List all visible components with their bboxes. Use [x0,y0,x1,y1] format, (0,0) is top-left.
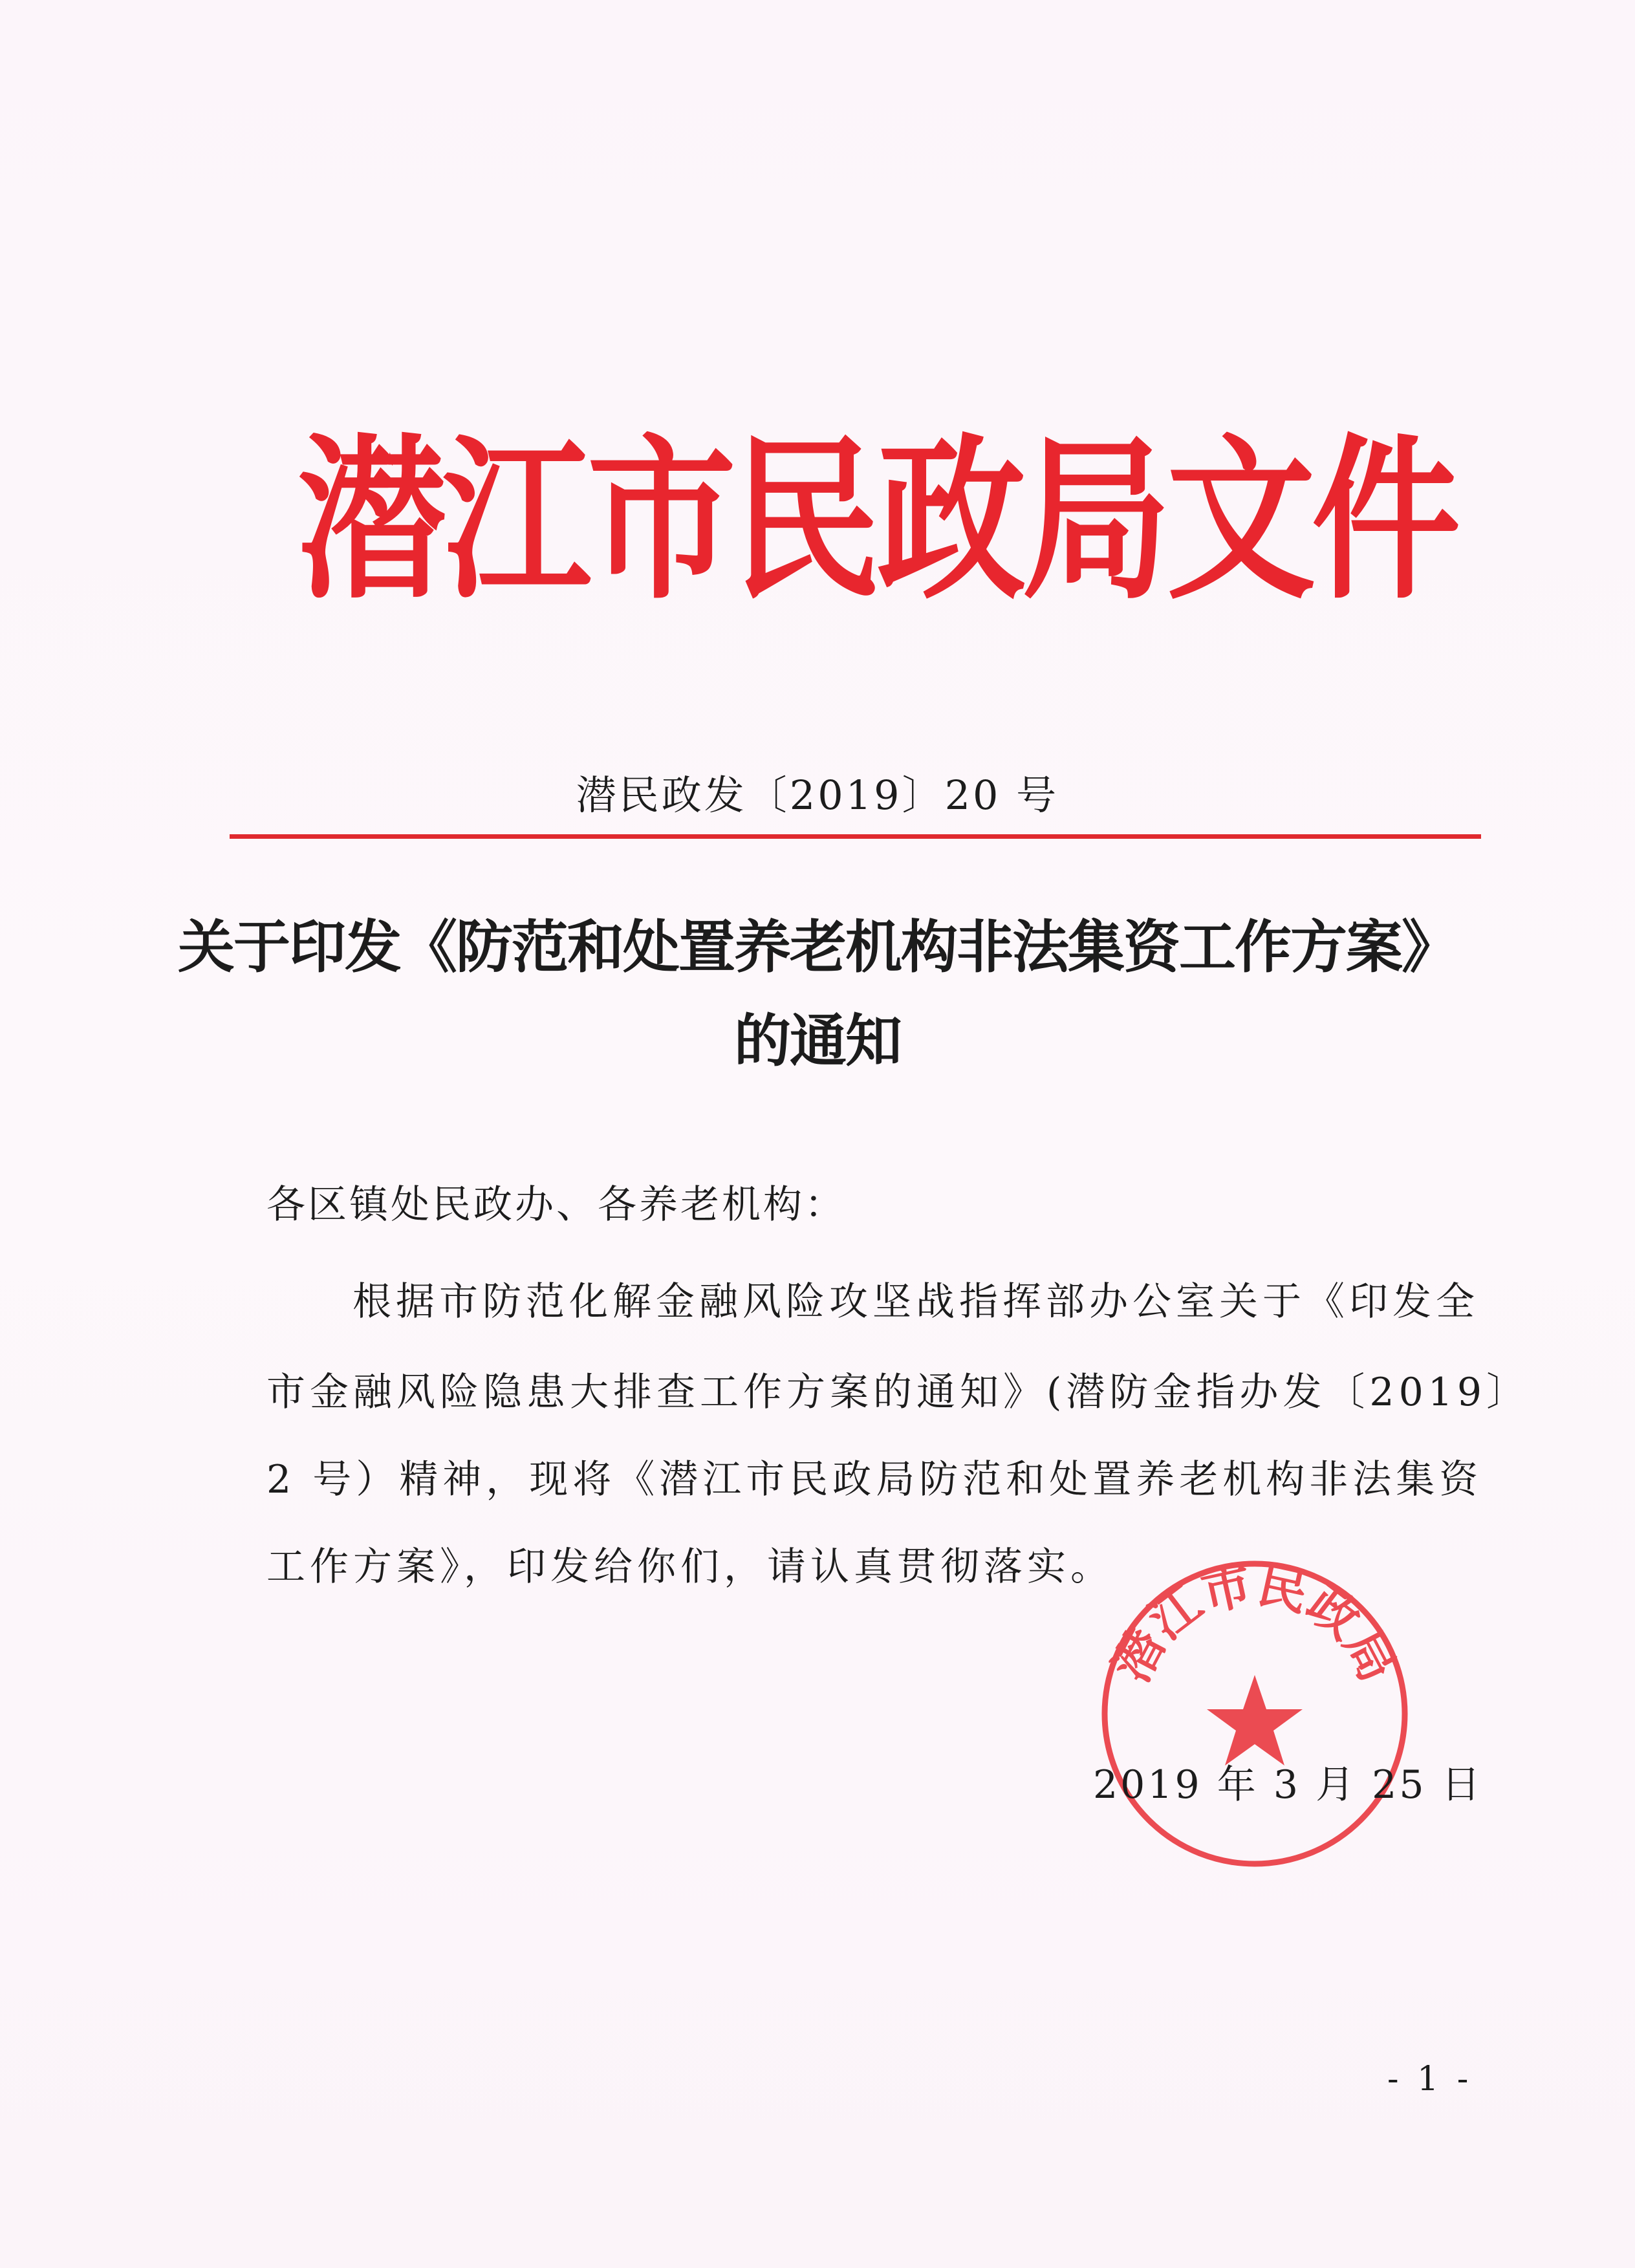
issue-date: 2019 年 3 月 25 日 [1093,1762,1483,1808]
page-number: - 1 - [1387,2060,1473,2099]
official-seal-stamp [1093,1552,1416,1875]
body-line-3: 2 号）精神，现将《潜江市民政局防范和处置养老机构非法集资 [266,1457,1483,1502]
svg-text:潜江市民政局 [1103,1555,1407,1690]
seal-text: 潜江市民政局 [1102,1555,1407,1691]
body-line-4: 工作方案》，印发给你们，请认真贯彻落实。 [266,1544,1114,1590]
salutation: 各区镇处民政办、各养老机构： [266,1182,846,1227]
document-header-title: 潜江市民政局文件 [298,419,1457,623]
body-line-1: 根据市防范化解金融风险攻坚战指挥部办公室关于《印发全 [352,1279,1479,1324]
red-divider-line [230,834,1481,839]
document-number: 潜民政发〔2019〕20 号 [576,772,1059,819]
notice-title-line-1: 关于印发《防范和处置养老机构非法集资工作方案》 [177,914,1457,980]
seal-star-icon [1207,1675,1303,1766]
notice-title-line-2: 的通知 [733,1008,901,1074]
body-line-2: 市金融风险隐患大排查工作方案的通知》(潜防金指办发〔2019〕 [266,1370,1530,1415]
